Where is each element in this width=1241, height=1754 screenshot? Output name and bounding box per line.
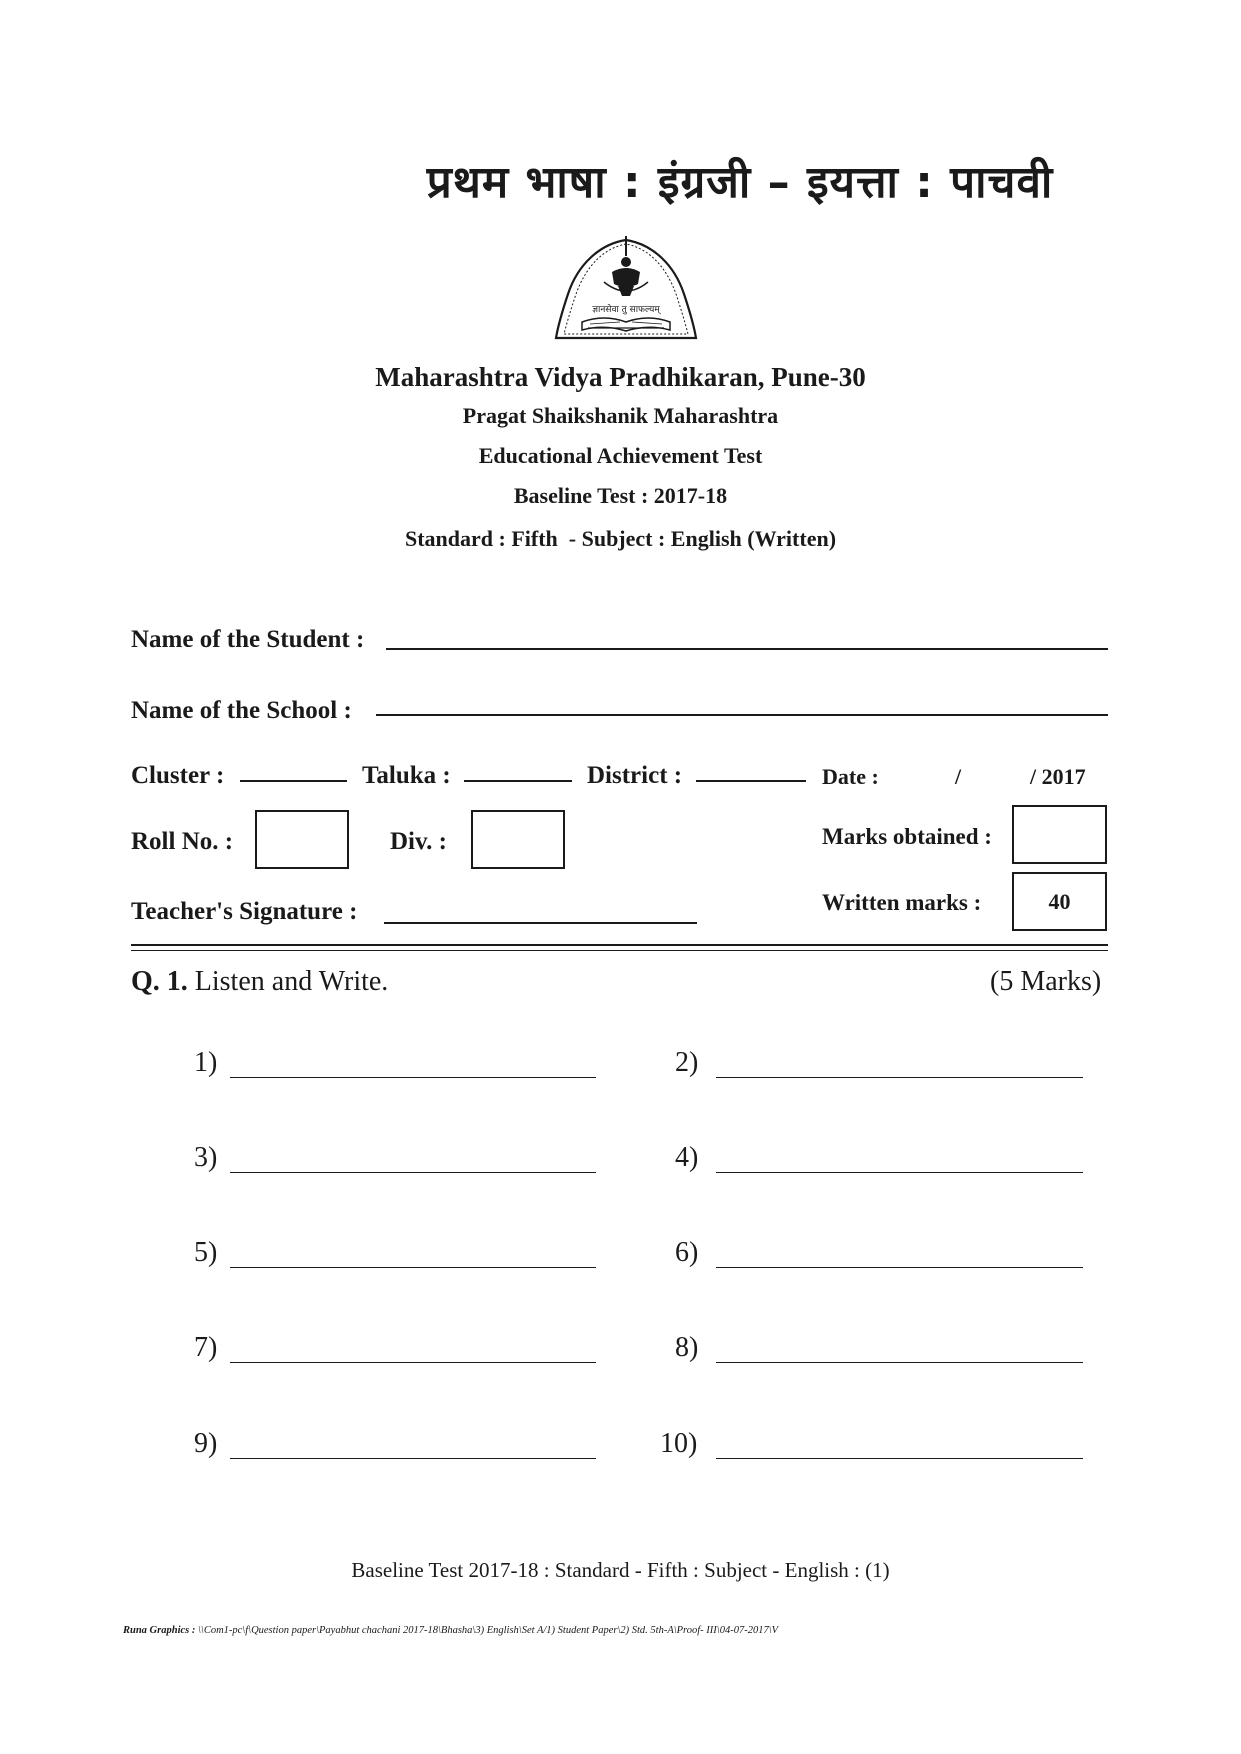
answer-line-4[interactable] <box>716 1172 1083 1173</box>
printer-credit <box>123 1625 778 1636</box>
taluka-label: Taluka : <box>362 762 451 789</box>
answer-line-1[interactable] <box>230 1077 596 1078</box>
answer-line-8[interactable] <box>716 1362 1083 1363</box>
answer-label-10: 10) <box>660 1428 698 1459</box>
answer-line-6[interactable] <box>716 1267 1083 1268</box>
roll-no-label: Roll No. : <box>131 828 234 855</box>
school-name-label: Name of the School : <box>131 697 352 724</box>
question-text: Listen and Write. <box>194 966 389 997</box>
answer-label-9: 9) <box>194 1428 218 1459</box>
answer-line-3[interactable] <box>230 1172 596 1173</box>
answer-label-4: 4) <box>675 1142 699 1173</box>
student-name-line[interactable] <box>386 648 1108 650</box>
date-separator: / <box>955 764 962 789</box>
logo-motto: ज्ञानसेवा तु साफल्यम् <box>592 305 660 315</box>
baseline-title: Baseline Test : 2017-18 <box>513 483 728 508</box>
written-marks-box <box>1012 872 1107 931</box>
program-name: Pragat Shaikshanik Maharashtra <box>462 403 779 428</box>
question-number: Q. 1. <box>131 966 188 997</box>
district-label: District : <box>587 762 683 789</box>
teacher-signature-label: Teacher's Signature : <box>131 898 358 925</box>
date-year: / 2017 <box>1030 764 1086 789</box>
date-label: Date : <box>822 764 879 789</box>
answer-line-10[interactable] <box>716 1458 1083 1459</box>
emblem-icon <box>548 234 704 354</box>
printer-credit-path: \\Com1-pc\f\Question paper\Payabhut chachani 2017-18\Bhasha\3) English\Set A/1) Student Paper\2) Std. 5th-A\Proof- III\04-07-2017\V <box>197 1625 779 1636</box>
test-name: Educational Achievement Test <box>478 443 763 468</box>
school-name-line[interactable] <box>376 714 1108 716</box>
answer-line-5[interactable] <box>230 1267 596 1268</box>
answer-label-8: 8) <box>675 1332 699 1363</box>
written-marks-value: 40 <box>1048 888 1071 914</box>
cluster-line[interactable] <box>240 780 347 782</box>
hindi-title: प्रथम भाषा : इंग्रजी – इयत्ता : पाचवी <box>426 157 1054 208</box>
marks-obtained-label: Marks obtained : <box>822 824 992 849</box>
question-marks: (5 Marks) <box>990 966 1102 997</box>
div-label: Div. : <box>390 828 447 855</box>
roll-no-box[interactable] <box>255 810 349 869</box>
teacher-signature-line[interactable] <box>384 922 697 924</box>
answer-line-2[interactable] <box>716 1077 1083 1078</box>
divider-bottom <box>131 950 1108 951</box>
answer-label-3: 3) <box>194 1142 218 1173</box>
answer-line-7[interactable] <box>230 1362 596 1363</box>
div-box[interactable] <box>471 810 565 869</box>
taluka-line[interactable] <box>464 780 572 782</box>
question-heading <box>131 966 388 998</box>
answer-label-5: 5) <box>194 1237 218 1268</box>
student-name-label: Name of the Student : <box>131 626 365 653</box>
answer-line-9[interactable] <box>230 1458 596 1459</box>
org-name: Maharashtra Vidya Pradhikaran, Pune-30 <box>375 362 866 392</box>
printer-credit-name: Runa Graphics : <box>123 1625 196 1636</box>
standard-subject: Standard : Fifth - Subject : English (Written) <box>404 526 837 551</box>
cluster-label: Cluster : <box>131 762 225 789</box>
written-marks-label: Written marks : <box>822 890 982 915</box>
marks-obtained-box[interactable] <box>1012 805 1107 864</box>
answer-label-7: 7) <box>194 1332 218 1363</box>
page-footer: Baseline Test 2017-18 : Standard - Fifth : Subject - English : (1) <box>351 1558 890 1582</box>
district-line[interactable] <box>696 780 806 782</box>
answer-label-1: 1) <box>194 1047 218 1078</box>
answer-label-6: 6) <box>675 1237 699 1268</box>
answer-label-2: 2) <box>675 1047 699 1078</box>
divider-top <box>131 944 1108 946</box>
